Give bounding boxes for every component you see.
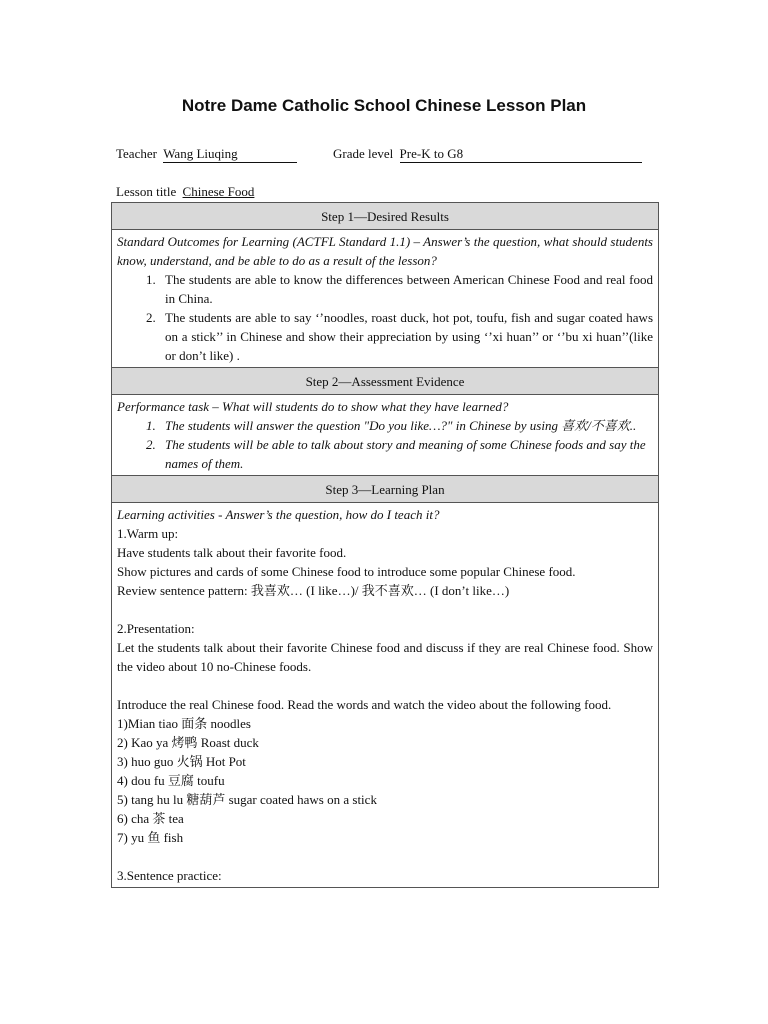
- step3-intro: Learning activities - Answer’s the question, how do I teach it?: [117, 507, 440, 522]
- step1-body: [112, 230, 659, 368]
- lesson-plan-table: [111, 202, 659, 888]
- food-item: 1)Mian tiao 面条 noodles: [117, 716, 251, 731]
- food-item: 7) yu 鱼 fish: [117, 830, 184, 845]
- food-item: 4) dou fu 豆腐 toufu: [117, 773, 225, 788]
- presentation-line: Let the students talk about their favorite Chinese food and discuss if they are real Chinese food. Show the video about 10 no-Chinese foods.: [117, 640, 653, 674]
- step3-header: Step 3—Learning Plan: [112, 476, 659, 503]
- teacher-value: Wang Liuqing: [163, 146, 297, 163]
- lesson-line: [116, 184, 254, 200]
- food-item: 5) tang hu lu 糖葫芦 sugar coated haws on a stick: [117, 792, 377, 807]
- food-item: 3) huo guo 火锅 Hot Pot: [117, 754, 246, 769]
- step2-body: [112, 395, 659, 476]
- step1-header: Step 1—Desired Results: [112, 203, 659, 230]
- step2-intro: Performance task – What will students do to show what they have learned?: [117, 399, 509, 414]
- lesson-value: Chinese Food: [182, 184, 255, 199]
- page-title: Notre Dame Catholic School Chinese Lesson Plan: [181, 96, 587, 115]
- lesson-label: Lesson title: [116, 184, 177, 199]
- step3-body: [112, 503, 659, 888]
- food-item: 2) Kao ya 烤鸭 Roast duck: [117, 735, 259, 750]
- step1-intro: Standard Outcomes for Learning (ACTFL Standard 1.1) – Answer’s the question, what should students know, understand, and be able to do as a result of the lesson?: [117, 234, 653, 268]
- warmup-line: Have students talk about their favorite food.: [117, 545, 347, 560]
- teacher-line: [116, 146, 297, 163]
- warmup-title: 1.Warm up:: [117, 526, 179, 541]
- sentence-practice-title: 3.Sentence practice:: [117, 868, 222, 883]
- review-line: Review sentence pattern: 我喜欢… (I like…)/ 我不喜欢… (I don’t like…): [117, 583, 510, 598]
- step2-header: Step 2—Assessment Evidence: [112, 368, 659, 395]
- warmup-line: Show pictures and cards of some Chinese food to introduce some popular Chinese food.: [117, 564, 576, 579]
- grade-line: [333, 146, 642, 163]
- step2-item: 2. The students will be able to talk about story and meaning of some Chinese foods and say the names of them.: [159, 435, 653, 473]
- grade-value: Pre-K to G8: [400, 146, 642, 163]
- grade-label: Grade level: [333, 146, 394, 161]
- step2-item: 1. The students will answer the question "Do you like…?" in Chinese by using 喜欢/不喜欢..: [159, 416, 653, 435]
- presentation-title: 2.Presentation:: [117, 621, 195, 636]
- food-item: 6) cha 茶 tea: [117, 811, 184, 826]
- teacher-label: Teacher: [116, 146, 157, 161]
- step1-item: 2. The students are able to say ‘’noodles, roast duck, hot pot, toufu, fish and sugar coated haws on a stick’’ in Chinese and show their appreciation by using ‘’xi huan’’ or ‘’bu xi huan’’(like or don’t like) .: [159, 308, 653, 365]
- presentation-line: Introduce the real Chinese food. Read the words and watch the video about the following food.: [117, 697, 612, 712]
- step1-item: 1. The students are able to know the differences between American Chinese Food and real food in China.: [159, 270, 653, 308]
